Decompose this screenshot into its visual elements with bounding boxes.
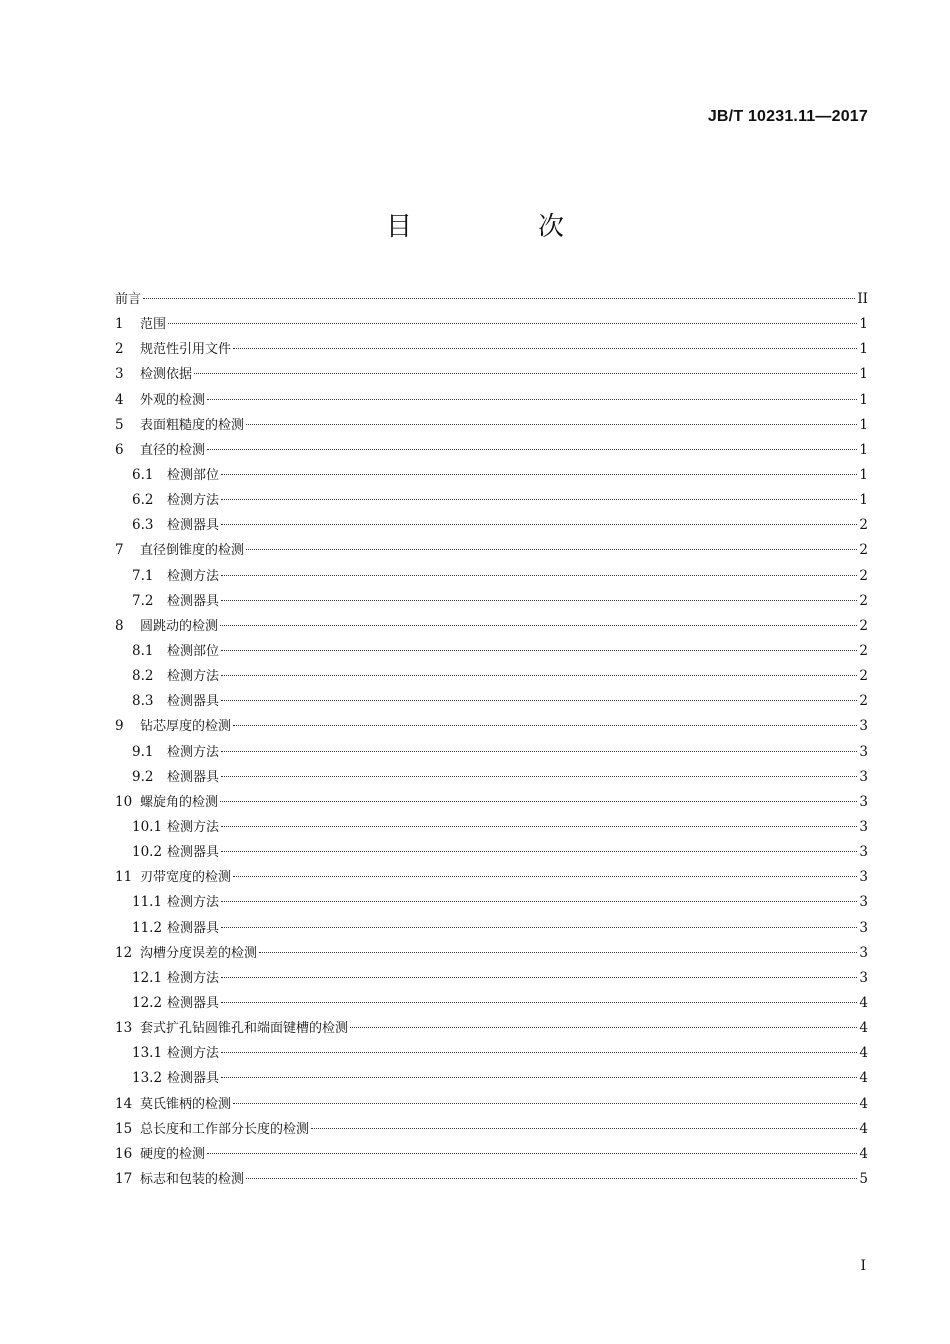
toc-entry-page: 2 [859, 642, 868, 659]
toc-entry-number: 14 [115, 1095, 133, 1112]
toc-entry[interactable] [115, 564, 868, 589]
dot-leader [221, 1077, 857, 1078]
toc-entry-title: 硬度的检测 [140, 1146, 206, 1162]
toc-entry-title: 圆跳动的检测 [140, 618, 219, 634]
toc-entry-number: 13 [115, 1020, 133, 1037]
toc-entry[interactable] [115, 991, 868, 1016]
toc-entry-page: 2 [859, 567, 868, 584]
toc-entry-number: 5 [115, 416, 124, 433]
toc-entry-page: 2 [859, 592, 868, 609]
toc-entry-page: 3 [859, 768, 868, 785]
dot-leader [246, 424, 857, 425]
toc-entry-page: 3 [859, 793, 868, 810]
toc-entry-number: 17 [115, 1170, 133, 1187]
dot-leader [233, 876, 857, 877]
toc-entry-page: 1 [859, 391, 868, 408]
dot-leader [143, 298, 855, 299]
toc-entry-page: 1 [859, 466, 868, 483]
toc-entry-page: 3 [859, 894, 868, 911]
toc-entry-title: 检测器具 [167, 845, 220, 861]
toc-entry-number: 6.3 [132, 517, 154, 534]
toc-entry-title: 外观的检测 [140, 392, 206, 408]
toc-entry[interactable] [115, 714, 868, 739]
dot-leader [207, 1153, 857, 1154]
dot-leader [233, 725, 857, 726]
toc-entry-title: 刃带宽度的检测 [140, 870, 232, 886]
toc-entry-title: 总长度和工作部分长度的检测 [140, 1121, 310, 1137]
toc-entry-title: 检测方法 [167, 819, 220, 835]
toc-entry[interactable] [115, 1117, 868, 1142]
toc-entry-page: 1 [859, 441, 868, 458]
toc-entry-title: 检测方法 [167, 970, 220, 986]
dot-leader [350, 1027, 857, 1028]
toc-entry-title: 直径的检测 [140, 442, 206, 458]
toc-entry[interactable] [115, 840, 868, 865]
toc-entry-number: 7.2 [132, 592, 154, 609]
toc-entry-number: 10 [115, 793, 133, 810]
page-number: I [860, 1258, 866, 1274]
dot-leader [221, 751, 857, 752]
toc-entry-page: 3 [859, 844, 868, 861]
toc-entry[interactable] [115, 538, 868, 563]
document-code: JB/T 10231.11—2017 [707, 108, 868, 125]
toc-entry[interactable] [115, 740, 868, 765]
dot-leader [221, 650, 857, 651]
toc-entry-page: 4 [859, 1095, 868, 1112]
toc-entry[interactable] [115, 890, 868, 915]
dot-leader [221, 575, 857, 576]
toc-entry-number: 16 [115, 1145, 133, 1162]
toc-entry[interactable] [115, 287, 868, 312]
toc-entry[interactable] [115, 589, 868, 614]
toc-entry[interactable] [115, 1092, 868, 1117]
toc-entry-title: 检测方法 [167, 744, 220, 760]
dot-leader [221, 851, 857, 852]
toc-entry-title: 标志和包装的检测 [140, 1171, 245, 1187]
dot-leader [246, 1178, 857, 1179]
toc-entry-title: 检测器具 [167, 518, 220, 534]
toc-entry-page: 4 [859, 1070, 868, 1087]
toc-entry[interactable] [115, 513, 868, 538]
table-of-contents [115, 287, 868, 1192]
toc-entry-page: 3 [859, 743, 868, 760]
toc-entry-number: 3 [115, 366, 124, 383]
dot-leader [220, 625, 857, 626]
toc-entry-page: 3 [859, 869, 868, 886]
toc-entry[interactable] [115, 1041, 868, 1066]
toc-entry[interactable] [115, 639, 868, 664]
toc-entry[interactable] [115, 916, 868, 941]
toc-entry[interactable] [115, 966, 868, 991]
toc-entry[interactable] [115, 312, 868, 337]
toc-entry[interactable] [115, 438, 868, 463]
toc-entry-title: 前言 [115, 292, 142, 307]
toc-entry-number: 6.2 [132, 492, 154, 509]
toc-entry-number: 11.2 [132, 919, 163, 936]
toc-entry-title: 莫氏锥柄的检测 [140, 1096, 232, 1112]
toc-entry[interactable] [115, 488, 868, 513]
toc-entry-number: 6 [115, 441, 124, 458]
toc-entry-page: 2 [859, 517, 868, 534]
toc-entry-number: 4 [115, 391, 124, 408]
toc-entry-number: 7.1 [132, 567, 154, 584]
dot-leader [259, 952, 857, 953]
toc-entry-number: 9.2 [132, 768, 154, 785]
dot-leader [246, 549, 857, 550]
toc-entry[interactable] [115, 1016, 868, 1041]
toc-entry-title: 检测部位 [167, 467, 220, 483]
toc-entry-title: 螺旋角的检测 [140, 794, 219, 810]
toc-entry-page: 3 [859, 818, 868, 835]
dot-leader [311, 1128, 857, 1129]
toc-entry[interactable] [115, 388, 868, 413]
toc-entry-page: 4 [859, 1120, 868, 1137]
toc-entry-number: 2 [115, 341, 124, 358]
toc-entry[interactable] [115, 815, 868, 840]
toc-entry-page: 2 [859, 617, 868, 634]
toc-entry-title: 表面粗糙度的检测 [140, 417, 245, 433]
toc-entry-number: 8.3 [132, 693, 154, 710]
dot-leader [221, 901, 857, 902]
toc-entry-page: 2 [859, 668, 868, 685]
toc-entry-number: 11.1 [132, 894, 163, 911]
toc-entry-number: 8.2 [132, 668, 154, 685]
dot-leader [221, 700, 857, 701]
toc-entry[interactable] [115, 865, 868, 890]
toc-entry-page: 2 [859, 542, 868, 559]
dot-leader [221, 675, 857, 676]
toc-entry-title: 检测方法 [167, 568, 220, 584]
toc-entry-number: 13.1 [132, 1045, 163, 1062]
toc-entry[interactable] [115, 1167, 868, 1192]
dot-leader [221, 499, 857, 500]
dot-leader [207, 449, 857, 450]
toc-entry[interactable] [115, 362, 868, 387]
toc-entry-title: 检测方法 [167, 1046, 220, 1062]
dot-leader [221, 524, 857, 525]
toc-entry-page: 1 [859, 416, 868, 433]
toc-entry-page: 1 [859, 341, 868, 358]
dot-leader [221, 600, 857, 601]
toc-entry-title: 检测依据 [140, 367, 193, 383]
toc-entry-number: 6.1 [132, 466, 154, 483]
toc-title: 目 次 [385, 212, 614, 242]
toc-entry-number: 8.1 [132, 642, 154, 659]
toc-entry[interactable] [115, 790, 868, 815]
toc-entry-title: 钻芯厚度的检测 [140, 719, 232, 735]
toc-entry[interactable] [115, 337, 868, 362]
toc-entry-number: 10.2 [132, 844, 163, 861]
dot-leader [221, 474, 857, 475]
toc-entry-number: 9 [115, 718, 124, 735]
toc-entry-title: 检测部位 [167, 643, 220, 659]
toc-entry-title: 范围 [140, 317, 167, 333]
toc-entry-title: 检测方法 [167, 493, 220, 509]
dot-leader [233, 1103, 857, 1104]
toc-entry-title: 沟槽分度误差的检测 [140, 945, 258, 961]
dot-leader [221, 1002, 857, 1003]
toc-entry-title: 直径倒锥度的检测 [140, 543, 245, 559]
toc-entry-title: 检测器具 [167, 995, 220, 1011]
toc-entry-title: 检测方法 [167, 669, 220, 685]
toc-entry-number: 7 [115, 542, 124, 559]
dot-leader [220, 801, 857, 802]
toc-entry-number: 11 [115, 869, 133, 886]
toc-entry-title: 检测方法 [167, 895, 220, 911]
toc-entry-number: 12.1 [132, 969, 163, 986]
toc-entry-page: 4 [859, 1020, 868, 1037]
toc-entry-page: 5 [859, 1170, 868, 1187]
dot-leader [221, 776, 857, 777]
toc-entry-page: 1 [859, 492, 868, 509]
toc-entry[interactable] [115, 1142, 868, 1167]
dot-leader [207, 399, 857, 400]
dot-leader [221, 977, 857, 978]
toc-entry[interactable] [115, 941, 868, 966]
toc-entry-title: 检测器具 [167, 593, 220, 609]
toc-entry-number: 1 [115, 316, 124, 333]
toc-entry-title: 规范性引用文件 [140, 342, 232, 358]
toc-entry-number: 12 [115, 944, 133, 961]
toc-entry[interactable] [115, 689, 868, 714]
toc-entry-title: 检测器具 [167, 1071, 220, 1087]
toc-entry-page: 4 [859, 1145, 868, 1162]
toc-entry-number: 13.2 [132, 1070, 163, 1087]
toc-entry-title: 检测器具 [167, 694, 220, 710]
toc-entry-title: 检测器具 [167, 920, 220, 936]
toc-entry-title: 检测器具 [167, 769, 220, 785]
toc-entry-page: 1 [859, 316, 868, 333]
toc-entry-number: 9.1 [132, 743, 154, 760]
toc-entry-number: 8 [115, 617, 124, 634]
dot-leader [233, 348, 857, 349]
dot-leader [194, 373, 857, 374]
toc-entry-page: 1 [859, 366, 868, 383]
dot-leader [168, 323, 857, 324]
toc-entry-page: 3 [859, 944, 868, 961]
toc-entry-page: 3 [859, 718, 868, 735]
toc-entry-page: 4 [859, 994, 868, 1011]
toc-entry-title: 套式扩孔钻圆锥孔和端面键槽的检测 [140, 1021, 349, 1037]
toc-entry[interactable] [115, 463, 868, 488]
toc-entry-number: 15 [115, 1120, 133, 1137]
toc-entry-page: II [857, 291, 868, 307]
toc-entry-number: 12.2 [132, 994, 163, 1011]
dot-leader [221, 826, 857, 827]
toc-entry[interactable] [115, 664, 868, 689]
dot-leader [221, 927, 857, 928]
toc-entry[interactable] [115, 765, 868, 790]
toc-entry-page: 3 [859, 919, 868, 936]
toc-entry[interactable] [115, 1066, 868, 1091]
toc-entry-page: 3 [859, 969, 868, 986]
toc-entry-page: 2 [859, 693, 868, 710]
dot-leader [221, 1052, 857, 1053]
toc-entry-number: 10.1 [132, 818, 163, 835]
toc-entry[interactable] [115, 614, 868, 639]
toc-entry[interactable] [115, 413, 868, 438]
toc-entry-page: 4 [859, 1045, 868, 1062]
